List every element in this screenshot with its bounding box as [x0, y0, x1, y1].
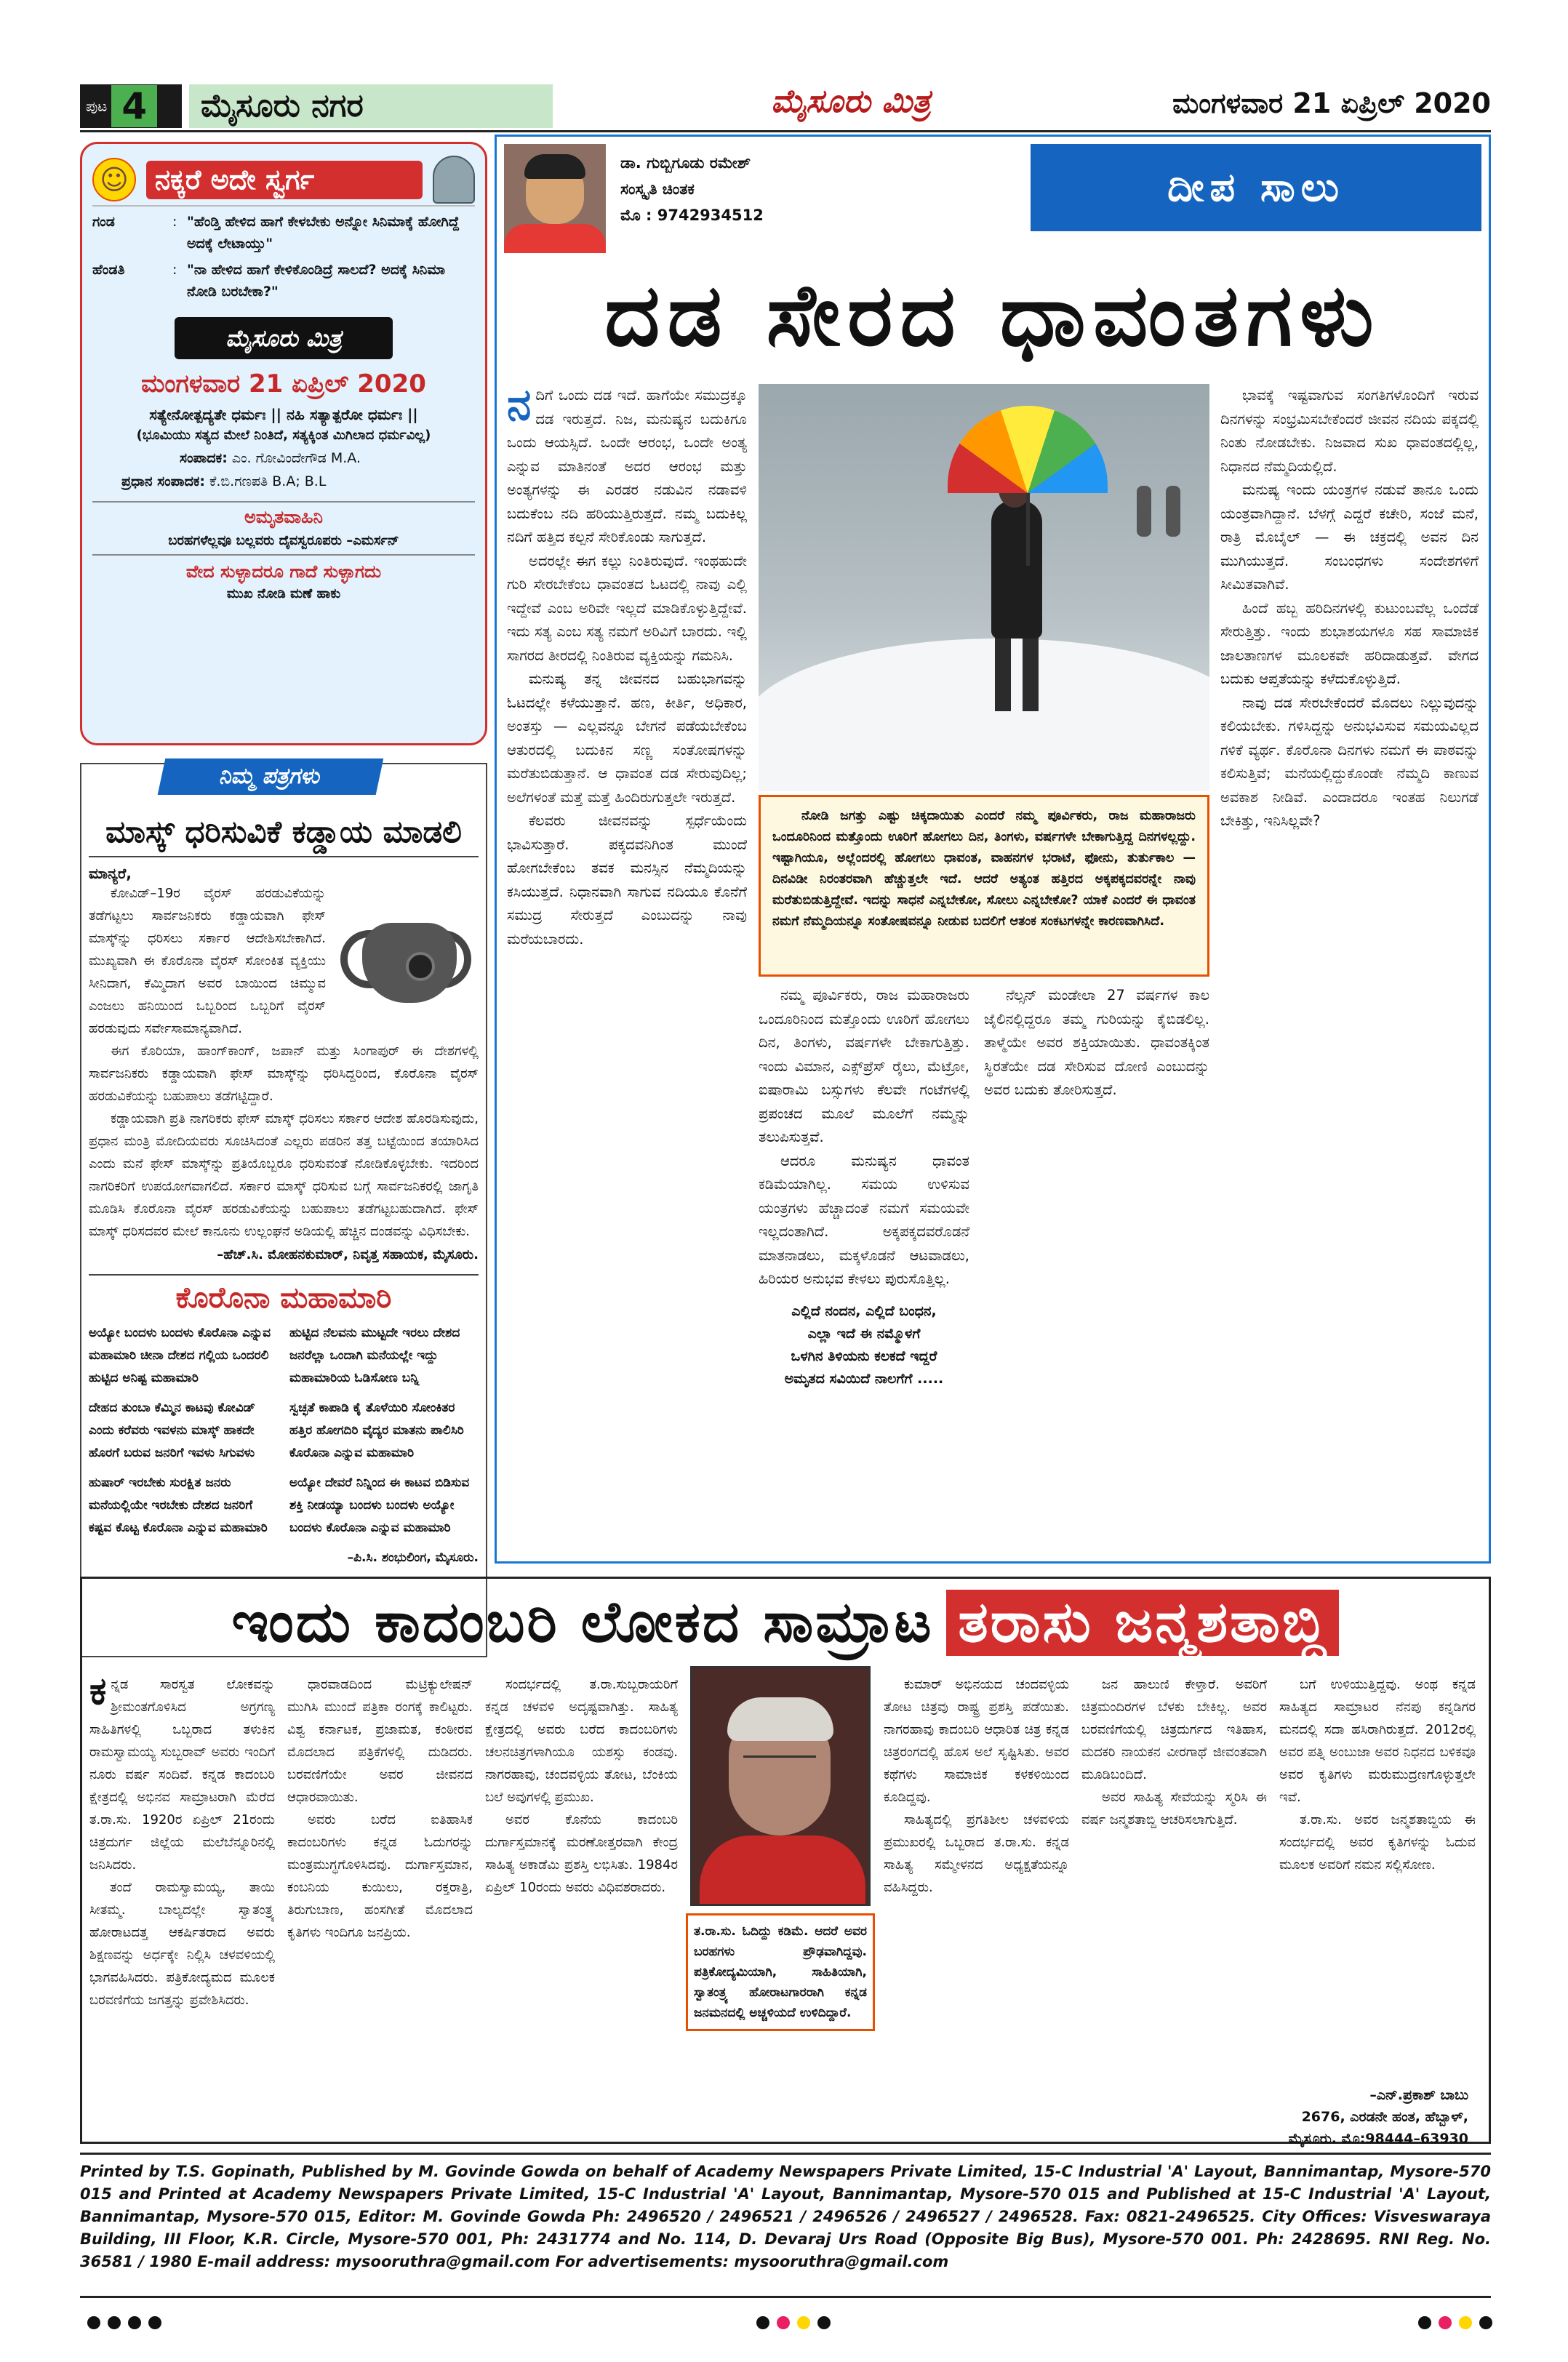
poem-stanza: ಸ್ವಚ್ಛತೆ ಕಾಪಾಡಿ ಕೈ ತೊಳೆಯಿರಿ ಸೋಂಕಿತರ ಹತ್ತಿರ ಹೋಗದಿರಿ ವೈದ್ಯರ ಮಾತನು ಪಾಲಿಸಿರಿ ಕೊರೊನಾ ಎನ್ನುವ ಮಹಾಮಾರಿ	[289, 1401, 464, 1460]
article-column	[759, 984, 969, 1292]
section-title: ಮೈಸೂರು ನಗರ	[189, 84, 553, 128]
letter-signature: –ಹೆಚ್.ಸಿ. ಮೋಹನಕುಮಾರ್, ನಿವೃತ್ತ ಸಹಾಯಕ, ಮೈಸೂರು.	[217, 1247, 479, 1262]
joke-speaker: ಹೆಂಡತಿ	[92, 262, 125, 278]
masthead-logo: ಮೈಸೂರು ಮಿತ್ರ	[771, 83, 931, 120]
registration-dot-icon	[1459, 2316, 1472, 2329]
author-block	[504, 144, 1013, 253]
letter-salutation: ಮಾನ್ಯರೆ,	[89, 865, 132, 882]
page-number: 4	[111, 85, 157, 127]
registration-dot-icon	[1479, 2316, 1492, 2329]
article-paragraph: ಹಿಂದೆ ಹಬ್ಬ ಹರಿದಿನಗಳಲ್ಲಿ ಕುಟುಂಬವೆಲ್ಲ ಒಂದೆಡೆ ಸೇರುತ್ತಿತ್ತು. ಇಂದು ಶುಭಾಶಯಗಳೂ ಸಹ ಸಾಮಾಜಿಕ ಜಾಲತಾಣಗಳ ಮೂಲಕವೇ ಹರಿದಾಡುತ್ತವೆ. ವೇಗದ ಬದುಕು ಆಪ್ತತೆಯನ್ನು ಕಳೆದುಕೊಳ್ಳುತ್ತಿದೆ.	[1220, 599, 1479, 687]
masthead-badge: ಮೈಸೂರು ಮಿತ್ರ	[175, 317, 393, 359]
masthead-note: (ಭೂಮಿಯು ಸತ್ಯದ ಮೇಲೆ ನಿಂತಿದೆ, ಸತ್ಯಕ್ಕಿಂತ ಮಿಗಿಲಾದ ಧರ್ಮವಿಲ್ಲ)	[136, 428, 431, 443]
poem-stanza: ಅಯ್ಯೋ ಬಂದಳು ಬಂದಳು ಕೊರೊನಾ ಎನ್ನುವ ಮಹಾಮಾರಿ ಚೀನಾ ದೇಶದ ಗಲ್ಲಿಯ ಒಂದರಲಿ ಹುಟ್ಟಿದ ಅನಿಷ್ಟ ಮಹಾಮಾರಿ	[89, 1326, 271, 1385]
proverb-title: ವೇದ ಸುಳ್ಳಾದರೂ ಗಾದೆ ಸುಳ್ಳಾಗದು	[185, 561, 382, 582]
pull-quote-text: ನೋಡಿ ಜಗತ್ತು ಎಷ್ಟು ಚಿಕ್ಕದಾಯಿತು ಎಂದರೆ ನಮ್ಮ ಪೂರ್ವಿಕರು, ರಾಜ ಮಹಾರಾಜರು ಒಂದೂರಿನಿಂದ ಮತ್ತೊಂದು ಊರಿಗೆ ಹೋಗಲು ದಿನ, ತಿಂಗಳು, ವರ್ಷಗಳೇ ಬೇಕಾಗುತ್ತಿದ್ದ ದಿನಗಳಲ್ಲದ್ದು. ಇಷ್ಟಾಗಿಯೂ, ಅಲ್ಲೆಂದರಲ್ಲಿ ಹೋಗಲು ಧಾವಂತ, ವಾಹನಗಳ ಭರಾಟೆ, ಫೋನು, ತುರ್ತುಕಾಲ — ದಿನವಿಡೀ ನಿರಂತರವಾಗಿ ಹೆಚ್ಚುತ್ತಲೇ ಇದೆ. ಆದರೆ ಅತ್ಯಂತ ಹತ್ತಿರದ ಅಕ್ಕಪಕ್ಕದವರನ್ನೇ ನಾವು ಮರೆತುಬಿಡುತ್ತಿದ್ದೇವೆ. ಇದನ್ನು ಸಾಧನೆ ಎನ್ನಬೇಕೋ, ಸೋಲು ಎನ್ನಬೇಕೋ? ಯಾಕೆ ಎಂದರೆ ಈ ಧಾವಂತ ನಮಗೆ ನೆಮ್ಮದಿಯನ್ನೂ ಸಂತೋಷವನ್ನೂ ನೀಡುವ ಬದಲಿಗೆ ಆತಂಕ ಸಂಕಟಗಳನ್ನೇ ಕಾರಣವಾಗಿಸಿದೆ.	[772, 809, 1196, 929]
registration-dot-icon	[128, 2316, 141, 2329]
registration-marks	[87, 2316, 161, 2329]
joke-title: ನಕ್ಕರೆ ಅದೇ ಸ್ವರ್ಗ	[146, 161, 423, 199]
article-paragraph: ಬಗೆ ಉಳಿಯುತ್ತಿದ್ದವು. ಅಂಥ ಕನ್ನಡ ಸಾಹಿತ್ಯದ ಸಾಮ್ರಾಟರ ನೆನಪು ಕನ್ನಡಿಗರ ಮನದಲ್ಲಿ ಸದಾ ಹಸಿರಾಗಿರುತ್ತದೆ. 2012ರಲ್ಲಿ ಅವರ ಪತ್ನಿ ಅಂಬುಜಾ ಅವರ ನಿಧನದ ಬಳಿಕವೂ ಅವರ ಕೃತಿಗಳು ಮರುಮುದ್ರಣಗೊಳ್ಳುತ್ತಲೇ ಇವೆ.	[1279, 1677, 1476, 1805]
page-label: ಪುಟ	[86, 97, 108, 115]
poem-columns	[89, 1322, 479, 1569]
letter-paragraph: ಈಗ ಕೊರಿಯಾ, ಹಾಂಗ್‌ಕಾಂಗ್, ಜಪಾನ್ ಮತ್ತು ಸಿಂಗಾಪುರ್ ಈ ದೇಶಗಳಲ್ಲಿ ಸಾರ್ವಜನಿಕರು ಕಡ್ಡಾಯವಾಗಿ ಫೇಸ್ ಮಾಸ್ಕ್‌ನ್ನು ಧರಿಸಿದ್ದರಿಂದ, ಕೊರೊನಾ ವೈರಸ್ ಹರಡುವಿಕೆಯನ್ನು ಬಹುಪಾಲು ತಡೆಗಟ್ಟಿದ್ದಾರೆ.	[89, 1044, 479, 1104]
poem-stanza: ಹುಟ್ಟಿದ ನೆಲವನು ಮುಟ್ಟದೇ ಇರಲು ದೇಶದ ಜನರೆಲ್ಲಾ ಒಂದಾಗಿ ಮನೆಯಲ್ಲೇ ಇದ್ದು ಮಹಾಮಾರಿಯ ಓಡಿಸೋಣ ಬನ್ನಿ	[289, 1326, 460, 1385]
letter-headline: ಮಾಸ್ಕ್ ಧರಿಸುವಿಕೆ ಕಡ್ಡಾಯ ಮಾಡಲಿ	[89, 812, 479, 857]
chief-editor-line	[92, 473, 475, 489]
registration-dot-icon	[797, 2316, 810, 2329]
laughing-face-icon: ☺	[92, 158, 136, 201]
registration-marks	[1418, 2316, 1492, 2329]
article-paragraph: ನಾವು ದಡ ಸೇರಬೇಕೆಂದರೆ ಮೊದಲು ನಿಲ್ಲುವುದನ್ನು ಕಲಿಯಬೇಕು. ಗಳಿಸಿದ್ದನ್ನು ಅನುಭವಿಸುವ ಸಮಯವಿಲ್ಲದ ಗಳಿಕೆ ವ್ಯರ್ಥ. ಕೊರೊನಾ ದಿನಗಳು ನಮಗೆ ಈ ಪಾಠವನ್ನು ಕಲಿಸುತ್ತಿವೆ; ಮನೆಯಲ್ಲಿದ್ದುಕೊಂಡೇ ನೆಮ್ಮದಿ ಕಾಣುವ ಅವಕಾಶ ನೀಡಿವೆ. ಎಂದಾದರೂ ಇಂತಹ ನಿಲುಗಡೆ ಬೇಕಿತ್ತು, ಇನಿಸಿಲ್ಲವೇ?	[1220, 694, 1479, 829]
poem-column	[89, 1322, 278, 1569]
header-date: ಮಂಗಳವಾರ 21 ಏಪ್ರಿಲ್ 2020	[1172, 87, 1491, 119]
article-paragraph: ಅದರಲ್ಲೇ ಈಗ ಕಲ್ಲು ನಿಂತಿರುವುದೆ. ಇಂಥಹುದೇ ಗುರಿ ಸೇರಬೇಕೆಂಬ ಧಾವಂತದ ಓಟದಲ್ಲಿ ನಾವು ಎಲ್ಲಿ ಇದ್ದೇವೆ ಎಂಬ ಅರಿವೇ ಇಲ್ಲದೆ ಮಾಡಿಕೊಳ್ಳುತ್ತಿದ್ದೇವೆ. ಇದು ಸತ್ಯ ಎಂಬ ಸತ್ಯ ನಮಗೆ ಅರಿವಿಗೆ ಬಾರದು. ಇಲ್ಲಿ ಸಾಗರದ ತೀರದಲ್ಲಿ ನಿಂತಿರುವ ವ್ಯಕ್ತಿಯನ್ನು ಗಮನಿಸಿ.	[507, 552, 747, 664]
article-paragraph: ಭಾವಕ್ಕೆ ಇಷ್ಟವಾಗುವ ಸಂಗತಿಗಳೊಂದಿಗೆ ಇರುವ ದಿನಗಳನ್ನು ಸಂಭ್ರಮಿಸಬೇಕೆಂದರೆ ಜೀವನ ನದಿಯ ಪಕ್ಕದಲ್ಲಿ ನಿಂತು ನೋಡಬೇಕು. ನಿಜವಾದ ಸುಖ ಧಾವಂತದಲ್ಲಿಲ್ಲ, ನಿಧಾನದ ನೆಮ್ಮದಿಯಲ್ಲಿದೆ.	[1220, 387, 1479, 475]
article-paragraph: ತಂದೆ ರಾಮಸ್ವಾಮಯ್ಯ, ತಾಯಿ ಸೀತಮ್ಮ. ಬಾಲ್ಯದಲ್ಲೇ ಸ್ವಾತಂತ್ರ್ಯ ಹೋರಾಟದತ್ತ ಆಕರ್ಷಿತರಾದ ಅವರು ಶಿಕ್ಷಣವನ್ನು ಅರ್ಧಕ್ಕೇ ನಿಲ್ಲಿಸಿ ಚಳವಳಿಯಲ್ಲಿ ಭಾಗವಹಿಸಿದರು. ಪತ್ರಿಕೋದ್ಯಮದ ಮೂಲಕ ಬರವಣಿಗೆಯ ಜಗತ್ತನ್ನು ಪ್ರವೇಶಿಸಿದರು.	[89, 1880, 275, 2008]
feature-article	[495, 135, 1491, 1564]
joke-line: ಗಂಡ : "ಹೆಂಡ್ತಿ ಹೇಳಿದ ಹಾಗೆ ಕೇಳಬೇಕು ಅನ್ನೋ ಸಿನಿಮಾಕ್ಕೆ ಹೋಗಿದ್ದೆ ಅದಕ್ಕೆ ಲೇಟಾಯ್ತು"	[92, 211, 475, 255]
poem-stanza: ಅಯ್ಯೋ ದೇವರೆ ನಿನ್ನಿಂದ ಈ ಕಾಟವ ಬಿಡಿಸುವ ಶಕ್ತಿ ನೀಡಯ್ಯಾ ಬಂದಳು ಬಂದಳು ಅಯ್ಯೋ ಬಂದಳು ಕೊರೊನಾ ಎನ್ನುವ ಮಹಾಮಾರಿ	[289, 1476, 470, 1535]
article-paragraph: ಮನುಷ್ಯ ತನ್ನ ಜೀವನದ ಬಹುಭಾಗವನ್ನು ಓಟದಲ್ಲೇ ಕಳೆಯುತ್ತಾನೆ. ಹಣ, ಕೀರ್ತಿ, ಅಧಿಕಾರ, ಅಂತಸ್ತು — ಎಲ್ಲವನ್ನೂ ಬೇಗನೆ ಪಡೆಯಬೇಕೆಂಬ ಆತುರದಲ್ಲಿ ಬದುಕಿನ ಸಣ್ಣ ಸಂತೋಷಗಳನ್ನು ಮರೆತುಬಿಡುತ್ತಾನೆ. ಆ ಧಾವಂತ ದಡ ಸೇರುವುದಿಲ್ಲ; ಅಲೆಗಳಂತೆ ಮತ್ತೆ ಮತ್ತೆ ಹಿಂದಿರುಗುತ್ತಲೇ ಇರುತ್ತದೆ.	[507, 670, 747, 806]
registration-dot-icon	[756, 2316, 769, 2329]
registration-dot-icon	[148, 2316, 161, 2329]
registration-marks	[756, 2316, 831, 2329]
article-column	[287, 1673, 473, 1944]
signature-name: –ಎನ್.ಪ್ರಕಾಶ್ ಬಾಬು	[1369, 2087, 1468, 2103]
author-role: ಸಂಸ್ಕೃತಿ ಚಿಂತಕ	[620, 180, 695, 198]
umbrella-icon	[948, 406, 1108, 493]
letters-section	[80, 763, 487, 1657]
chief-editor-label: ಪ್ರಧಾನ ಸಂಪಾದಕ:	[121, 473, 205, 489]
umbrella-beach-photo	[759, 384, 1209, 791]
article-column	[485, 1673, 678, 1899]
article-paragraph: ಧಾರವಾಡದಿಂದ ಮೆಟ್ರಿಕ್ಯುಲೇಷನ್ ಮುಗಿಸಿ ಮುಂದೆ ಪತ್ರಿಕಾ ರಂಗಕ್ಕೆ ಕಾಲಿಟ್ಟರು. ವಿಶ್ವ ಕರ್ನಾಟಕ, ಪ್ರಜಾಮತ, ಕಂಠೀರವ ಮೊದಲಾದ ಪತ್ರಿಕೆಗಳಲ್ಲಿ ದುಡಿದರು. ಬರವಣಿಗೆಯೇ ಅವರ ಜೀವನದ ಆಧಾರವಾಯಿತು.	[287, 1677, 473, 1805]
registration-dot-icon	[108, 2316, 121, 2329]
editor-label: ಸಂಪಾದಕ:	[180, 450, 228, 466]
proverb-text: ಮುಖ ನೋಡಿ ಮಣೆ ಹಾಕು	[226, 586, 341, 601]
article-paragraph: ಸಂದರ್ಭದಲ್ಲಿ ತ.ರಾ.ಸುಬ್ಬರಾಯರಿಗೆ ಕನ್ನಡ ಚಳವಳಿ ಅದೃಷ್ಟವಾಗಿತ್ತು. ಸಾಹಿತ್ಯ ಕ್ಷೇತ್ರದಲ್ಲಿ ಅವರು ಬರೆದ ಕಾದಂಬರಿಗಳು ಚಲನಚಿತ್ರಗಳಾಗಿಯೂ ಯಶಸ್ಸು ಕಂಡವು. ನಾಗರಹಾವು, ಚಂದವಳ್ಳಿಯ ತೋಟ, ಬೆಂಕಿಯ ಬಲೆ ಅವುಗಳಲ್ಲಿ ಪ್ರಮುಖ.	[485, 1677, 678, 1805]
imprint-line: Printed by T.S. Gopinath, Published by M. Govinde Gowda on behalf of Academy Newspapers Private Limited, 15-C Industrial 'A' Layout, Bannimantap, Mysore-570 015 and Printed at Academy Newspapers Private Limited, 15-C Industrial 'A' Layout, Bannimantap, Mysore-570 015 and Published at 15-C Industrial 'A' Layout, Bannimantap, Mysore-570 015, Editor: M. Govinde Gowda Ph: 2496520 / 2496521 / 2496526 / 2496527 / 2496528. Fax: 0821-2496525. City Offices: Visveswaraya Building, III Floor, K.R. Circle, Mysore-570 001, Ph: 2431774 and No. 114, D. Devaraj Urs Road (Opposite Big Bus), Mysore-570 001. Ph: 2428695. RNI Reg. No. 36581 / 1980 E-mail address: mysooruthra@gmail.com For advertisements: mysooruthra@gmail.com	[80, 2153, 1491, 2298]
author-info	[620, 150, 764, 228]
article-paragraph: ಅವರು ಬರೆದ ಐತಿಹಾಸಿಕ ಕಾದಂಬರಿಗಳು ಕನ್ನಡ ಓದುಗರನ್ನು ಮಂತ್ರಮುಗ್ಧಗೊಳಿಸಿದವು. ದುರ್ಗಾಸ್ತಮಾನ, ಕಂಬನಿಯ ಕುಯಿಲು, ರಕ್ತರಾತ್ರಿ, ತಿರುಗುಬಾಣ, ಹಂಸಗೀತೆ ಮೊದಲಾದ ಕೃತಿಗಳು ಇಂದಿಗೂ ಜನಪ್ರಿಯ.	[287, 1812, 473, 1940]
tarasu-headline	[82, 1579, 1489, 1666]
joke-speaker: ಗಂಡ	[92, 214, 115, 230]
joke-line: ಹೆಂಡತಿ : "ನಾ ಹೇಳಿದ ಹಾಗೆ ಕೇಳಿಕೊಂಡಿದ್ರೆ ಸಾಲದೆ? ಅದಕ್ಕೆ ಸಿನಿಮಾ ನೋಡಿ ಬರಬೇಕಾ?"	[92, 259, 475, 303]
quote-title: ಅಮೃತವಾಹಿನಿ	[92, 501, 475, 527]
tarasu-columns	[89, 1670, 1483, 2147]
article-signature	[1250, 2084, 1468, 2150]
author-photo	[504, 144, 606, 253]
pull-quote	[759, 795, 1209, 977]
article-column	[984, 984, 1209, 1102]
article-paragraph: ನೆಲ್ಸನ್ ಮಂಡೇಲಾ 27 ವರ್ಷಗಳ ಕಾಲ ಜೈಲಿನಲ್ಲಿದ್ದರೂ ತಮ್ಮ ಗುರಿಯನ್ನು ಕೈಬಿಡಲಿಲ್ಲ. ತಾಳ್ಮೆಯೇ ಅವರ ಶಕ್ತಿಯಾಯಿತು. ಧಾವಂತಕ್ಕಿಂತ ಸ್ಥಿರತೆಯೇ ದಡ ಸೇರಿಸುವ ದೋಣಿ ಎಂಬುದನ್ನು ಅವರ ಬದುಕು ತೋರಿಸುತ್ತದೆ.	[984, 987, 1209, 1098]
joke-text: "ನಾ ಹೇಳಿದ ಹಾಗೆ ಕೇಳಿಕೊಂಡಿದ್ರೆ ಸಾಲದೆ? ಅದಕ್ಕೆ ಸಿನಿಮಾ ನೋಡಿ ಬರಬೇಕಾ?"	[187, 262, 446, 300]
article-paragraph: ಮನುಷ್ಯ ಇಂದು ಯಂತ್ರಗಳ ನಡುವೆ ತಾನೂ ಒಂದು ಯಂತ್ರವಾಗಿದ್ದಾನೆ. ಬೆಳಗ್ಗೆ ಎದ್ದರೆ ಕಚೇರಿ, ಸಂಜೆ ಮನೆ, ರಾತ್ರಿ ಮೊಬೈಲ್ — ಈ ಚಕ್ರದಲ್ಲಿ ಅವನ ದಿನ ಮುಗಿಯುತ್ತದೆ. ಸಂಬಂಧಗಳು ಸಂದೇಶಗಳಿಗೆ ಸೀಮಿತವಾಗಿವೆ.	[1220, 481, 1479, 593]
column-banner: ದೀಪ ಸಾಲು	[1031, 144, 1481, 231]
page-header	[80, 80, 1491, 132]
face-mask-image	[333, 886, 479, 1032]
article-paragraph: ಕೆಲವರು ಜೀವನವನ್ನು ಸ್ಪರ್ಧೆಯೆಂದು ಭಾವಿಸುತ್ತಾರೆ. ಪಕ್ಕದವನಿಗಿಂತ ಮುಂದೆ ಹೋಗಬೇಕೆಂಬ ತವಕ ಮನಸ್ಸಿನ ನೆಮ್ಮದಿಯನ್ನು ಕಸಿಯುತ್ತದೆ. ನಿಧಾನವಾಗಿ ಸಾಗುವ ನದಿಯೂ ಕೊನೆಗೆ ಸಮುದ್ರ ಸೇರುತ್ತದೆ ಎಂಬುದನ್ನು ನಾವು ಮರೆಯಬಾರದು.	[507, 812, 747, 948]
left-column	[80, 142, 487, 1657]
registration-dot-icon	[87, 2316, 100, 2329]
masthead-date: ಮಂಗಳವಾರ 21 ಏಪ್ರಿಲ್ 2020	[141, 369, 426, 399]
photo-caption: ತ.ರಾ.ಸು. ಓದಿದ್ದು ಕಡಿಮೆ. ಆದರೆ ಅವರ ಬರಹಗಳು ಪ್ರೌಢವಾಗಿದ್ದವು. ಪತ್ರಿಕೋದ್ಯಮಿಯಾಗಿ, ಸಾಹಿತಿಯಾಗಿ, ಸ್ವಾತಂತ್ರ್ಯ ಹೋರಾಟಗಾರರಾಗಿ ಕನ್ನಡ ಜನಮನದಲ್ಲಿ ಅಚ್ಚಳಿಯದೆ ಉಳಿದಿದ್ದಾರೆ.	[686, 1913, 875, 2031]
author-phone: ಮೊ : 9742934512	[620, 207, 764, 224]
registration-dot-icon	[1418, 2316, 1431, 2329]
registration-dot-icon	[1439, 2316, 1452, 2329]
poem-stanza: ಹುಷಾರ್ ಇರಬೇಕು ಸುರಕ್ಷಿತ ಜನರು ಮನೆಯಲ್ಲಿಯೇ ಇರಬೇಕು ದೇಶದ ಜನರಿಗೆ ಕಷ್ಟವ ಕೊಟ್ಟ ಕೊರೊನಾ ಎನ್ನುವ ಮಹಾಮಾರಿ	[89, 1476, 268, 1535]
author-name: ಡಾ. ಗುಬ್ಬಿಗೂಡು ರಮೇಶ್	[620, 154, 751, 172]
article-paragraph: ತ.ರಾ.ಸು. ಅವರ ಜನ್ಮಶತಾಬ್ದಿಯ ಈ ಸಂದರ್ಭದಲ್ಲಿ ಅವರ ಕೃತಿಗಳನ್ನು ಓದುವ ಮೂಲಕ ಅವರಿಗೆ ನಮನ ಸಲ್ಲಿಸೋಣ.	[1279, 1812, 1476, 1873]
joke-text: "ಹೆಂಡ್ತಿ ಹೇಳಿದ ಹಾಗೆ ಕೇಳಬೇಕು ಅನ್ನೋ ಸಿನಿಮಾಕ್ಕೆ ಹೋಗಿದ್ದೆ ಅದಕ್ಕೆ ಲೇಟಾಯ್ತು"	[187, 214, 460, 252]
letters-tab: ನಿಮ್ಮ ಪತ್ರಗಳು	[158, 758, 384, 795]
article-paragraph: ನದಿಗೆ ಒಂದು ದಡ ಇದೆ. ಹಾಗೆಯೇ ಸಮುದ್ರಕ್ಕೂ ದಡ ಇರುತ್ತದೆ. ನಿಜ, ಮನುಷ್ಯನ ಬದುಕಿಗೂ ಒಂದು ಆಯಸ್ಸಿದೆ. ಒಂದೇ ಆರಂಭ, ಒಂದೇ ಅಂತ್ಯ ಎನ್ನುವ ಮಾತಿನಂತೆ ಅದರ ಆರಂಭ ಮತ್ತು ಅಂತ್ಯಗಳನ್ನು ಈ ಎರಡರ ನಡುವಿನ ನಡಾವಳಿ ಬದುಕೆಂಬ ನದಿ ಹರಿಯುತ್ತಿರುತ್ತದೆ. ನಮ್ಮ ಬದುಕಿಲ್ಲ ನದಿಗೆ ಹತ್ತಿದ ಕಲ್ಪನೆ ಸೇರಿಕೊಂಡು ಸಾಗುತ್ತದೆ.	[507, 380, 747, 545]
quote-text: ಬರಹಗಳೆಲ್ಲವೂ ಬಲ್ಲವರು ದೈವಸ್ವರೂಪರು –ಎಮರ್ಸನ್	[92, 533, 475, 556]
registration-dot-icon	[777, 2316, 790, 2329]
article-paragraph: ನಮ್ಮ ಪೂರ್ವಿಕರು, ರಾಜ ಮಹಾರಾಜರು ಒಂದೂರಿನಿಂದ ಮತ್ತೊಂದು ಊರಿಗೆ ಹೋಗಲು ದಿನ, ತಿಂಗಳು, ವರ್ಷಗಳೇ ಬೇಕಾಗುತ್ತಿತ್ತು. ಇಂದು ವಿಮಾನ, ಎಕ್ಸ್‌ಪ್ರೆಸ್ ರೈಲು, ಮೆಟ್ರೋ, ಐಷಾರಾಮಿ ಬಸ್ಸುಗಳು ಕೆಲವೇ ಗಂಟೆಗಳಲ್ಲಿ ಪ್ರಪಂಚದ ಮೂಲೆ ಮೂಲೆಗೆ ನಮ್ಮನ್ನು ತಲುಪಿಸುತ್ತವೆ.	[759, 987, 969, 1145]
headline-red: ತರಾಸು ಜನ್ಮಶತಾಬ್ದಿ	[946, 1590, 1339, 1656]
article-column	[89, 1670, 275, 2011]
headline-black: ಇಂದು ಕಾದಂಬರಿ ಲೋಕದ ಸಾಮ್ರಾಟ	[231, 1589, 934, 1655]
registration-dot-icon	[817, 2316, 831, 2329]
drop-cap: ನ	[507, 380, 532, 431]
article-paragraph: ಸಾಹಿತ್ಯದಲ್ಲಿ ಪ್ರಗತಿಶೀಲ ಚಳವಳಿಯ ಪ್ರಮುಖರಲ್ಲಿ ಒಬ್ಬರಾದ ತ.ರಾ.ಸು. ಕನ್ನಡ ಸಾಹಿತ್ಯ ಸಮ್ಮೇಳನದ ಅಧ್ಯಕ್ಷತೆಯನ್ನೂ ವಹಿಸಿದ್ದರು.	[884, 1812, 1069, 1895]
poem-stanza: ದೇಹದ ತುಂಬಾ ಕೆಮ್ಮಿನ ಕಾಟವು ಕೋವಿಡ್ ಎಂದು ಕರೆವರು ಇವಳನು ಮಾಸ್ಕ್ ಹಾಕದೇ ಹೊರಗೆ ಬರುವ ಜನರಿಗೆ ಇವಳು ಸಿಗುವಳು	[89, 1401, 255, 1460]
tarasu-portrait	[690, 1666, 871, 1906]
letter-paragraph: ಕಡ್ಡಾಯವಾಗಿ ಪ್ರತಿ ನಾಗರಿಕರು ಫೇಸ್ ಮಾಸ್ಕ್ ಧರಿಸಲು ಸರ್ಕಾರ ಆದೇಶ ಹೊರಡಿಸುವುದು, ಪ್ರಧಾನ ಮಂತ್ರಿ ಮೋದಿಯವರು ಸೂಚಿಸಿದಂತೆ ಎಲ್ಲರು ಪಡರಿನ ತತ್ತ ಬಟ್ಟೆಯಿಂದ ತಯಾರಿಸಿದ ಎಂದು ಮನೆ ಫೇಸ್ ಮಾಸ್ಕ್‌ನ್ನು ಪ್ರತಿಯೊಬ್ಬರೂ ಧರಿಸುವಂತೆ ನೋಡಿಕೊಳ್ಳಬೇಕು. ಇದರಿಂದ ನಾಗರಿಕರಿಗೆ ಉಪಯೋಗವಾಗಲಿದೆ. ಸರ್ಕಾರ ಮಾಸ್ಕ್ ಧರಿಸುವ ಬಗ್ಗೆ ಸಾರ್ವಜನಿಕರಲ್ಲಿ ಜಾಗೃತಿ ಮೂಡಿಸಿ ಕೊರೊನಾ ವೈರಸ್ ಹರಡುವಿಕೆಯನ್ನು ಬಹುಪಾಲು ತಡೆಗಟ್ಟಬಹುದಾಗಿದೆ. ಫೇಸ್ ಮಾಸ್ಕ್ ಧರಿಸದವರ ಮೇಲೆ ಕಾನೂನು ಉಲ್ಲಂಘನೆ ಅಡಿಯಲ್ಲಿ ಹೆಚ್ಚಿನ ದಂಡವನ್ನು ವಿಧಿಸಬೇಕು.	[89, 1111, 479, 1239]
article-column	[1220, 384, 1479, 833]
letter-paragraph: ಕೋವಿಡ್–19ರ ವೈರಸ್ ಹರಡುವಿಕೆಯನ್ನು ತಡೆಗಟ್ಟಲು ಸಾರ್ವಜನಿಕರು ಕಡ್ಡಾಯವಾಗಿ ಫೇಸ್ ಮಾಸ್ಕ್‌ನ್ನು ಧರಿಸಲು ಸರ್ಕಾರ ಆದೇಶಿಸಬೇಕಾಗಿದೆ. ಮುಖ್ಯವಾಗಿ ಈ ಕೊರೊನಾ ವೈರಸ್ ಸೋಂಕಿತ ವ್ಯಕ್ತಿಯು ಸೀನಿದಾಗ, ಕೆಮ್ಮಿದಾಗ ಅವರ ಬಾಯಿಂದ ಚಿಮ್ಮುವ ಎಂಜಲು ಹನಿಯಿಂದ ಒಬ್ಬರಿಂದ ಒಬ್ಬರಿಗೆ ವೈರಸ್ ಹರಡುವುದು ಸರ್ವೇಸಾಮಾನ್ಯವಾಗಿದೆ.	[89, 886, 326, 1036]
masthead-slogan: ಸತ್ಯೇನೋತ್ಪದ್ಯತೇ ಧರ್ಮಃ || ನಹಿ ಸತ್ಯಾತ್ಪರೋ ಧರ್ಮಃ ||	[149, 406, 418, 423]
joke-title-bar	[92, 154, 475, 207]
article-column	[1081, 1673, 1267, 1831]
article-paragraph: ಅವರ ಸಾಹಿತ್ಯ ಸೇವೆಯನ್ನು ಸ್ಮರಿಸಿ ಈ ವರ್ಷ ಜನ್ಮಶತಾಬ್ದಿ ಆಚರಿಸಲಾಗುತ್ತಿದೆ.	[1081, 1790, 1267, 1827]
article-paragraph: ಕನ್ನಡ ಸಾರಸ್ವತ ಲೋಕವನ್ನು ಶ್ರೀಮಂತಗೊಳಿಸಿದ ಅಗ್ರಗಣ್ಯ ಸಾಹಿತಿಗಳಲ್ಲಿ ಒಬ್ಬರಾದ ತಳುಕಿನ ರಾಮಸ್ವಾಮಯ್ಯ ಸುಬ್ಬರಾವ್ ಅವರು ಇಂದಿಗೆ ನೂರು ವರ್ಷ ಸಂದಿವೆ. ಕನ್ನಡ ಕಾದಂಬರಿ ಕ್ಷೇತ್ರದಲ್ಲಿ ಅಭಿನವ ಸಾಮ್ರಾಟರಾಗಿ ಮೆರೆದ ತ.ರಾ.ಸು. 1920ರ ಏಪ್ರಿಲ್ 21ರಂದು ಚಿತ್ರದುರ್ಗ ಜಿಲ್ಲೆಯ ಮಲೆಬೆನ್ನೂರಿನಲ್ಲಿ ಜನಿಸಿದರು.	[89, 1670, 275, 1873]
article-paragraph: ಅವರ ಕೊನೆಯ ಕಾದಂಬರಿ ದುರ್ಗಾಸ್ತಮಾನಕ್ಕೆ ಮರಣೋತ್ತರವಾಗಿ ಕೇಂದ್ರ ಸಾಹಿತ್ಯ ಅಕಾಡೆಮಿ ಪ್ರಶಸ್ತಿ ಲಭಿಸಿತು. 1984ರ ಏಪ್ರಿಲ್ 10ರಂದು ಅವರು ವಿಧಿವಶರಾದರು.	[485, 1812, 678, 1895]
article-column	[1279, 1673, 1476, 1876]
tarasu-article	[80, 1577, 1491, 2147]
joke-box	[80, 142, 487, 745]
article-paragraph: ಜನ ಹಾಲುಣಿ ಕೇಳ್ತಾರೆ. ಅವರಿಗೆ ಚಿತ್ರಮಂದಿರಗಳ ಬೆಳಕು ಬೇಕಿಲ್ಲ. ಅವರ ಬರವಣಿಗೆಯಲ್ಲಿ ಚಿತ್ರದುರ್ಗದ ಇತಿಹಾಸ, ಮದಕರಿ ನಾಯಕನ ವೀರಗಾಥೆ ಜೀವಂತವಾಗಿ ಮೂಡಿಬಂದಿದೆ.	[1081, 1677, 1267, 1782]
article-column	[884, 1673, 1069, 1899]
letter-body	[89, 882, 479, 1243]
page-number-badge	[80, 84, 182, 128]
poem-column	[289, 1322, 479, 1569]
editor-name: ಎಂ. ಗೋವಿಂದೇಗೌಡ M.A.	[231, 450, 361, 466]
editor-line	[92, 450, 475, 466]
chief-editor-name: ಕೆ.ಬಿ.ಗಣಪತಿ B.A; B.L	[209, 473, 327, 489]
poem-title: ಕೊರೊನಾ ಮಹಾಮಾರಿ	[89, 1274, 479, 1315]
signature-address: 2676, ಎರಡನೇ ಹಂತ, ಹೆಬ್ಬಾಳ್, ಮೈಸೂರು. ಮೊ:98444–63930	[1288, 2109, 1468, 2147]
cartoon-character-icon	[433, 156, 475, 204]
inline-poem: ಎಲ್ಲಿದೆ ನಂದನ, ಎಲ್ಲಿದೆ ಬಂಧನ, ಎಲ್ಲಾ ಇದೆ ಈ ನಮ್ಮೊಳಗೆ ಒಳಗಿನ ತಿಳಿಯನು ಕಲಕದೆ ಇದ್ದರೆ ಅಮೃತದ ಸವಿಯಿದೆ ನಾಲಗೆಗೆ .....	[784, 1303, 944, 1387]
article-paragraph: ಕುಮಾರ್ ಅಭಿನಯದ ಚಂದವಳ್ಳಿಯ ತೋಟ ಚಿತ್ರವು ರಾಷ್ಟ್ರ ಪ್ರಶಸ್ತಿ ಪಡೆಯಿತು. ನಾಗರಹಾವು ಕಾದಂಬರಿ ಆಧಾರಿತ ಚಿತ್ರ ಕನ್ನಡ ಚಿತ್ರರಂಗದಲ್ಲಿ ಹೊಸ ಅಲೆ ಸೃಷ್ಟಿಸಿತು. ಅವರ ಕಥೆಗಳು ಸಾಮಾಜಿಕ ಕಳಕಳಿಯಿಂದ ಕೂಡಿದ್ದವು.	[884, 1677, 1069, 1805]
article-headline: ದಡ ಸೇರದ ಧಾವಂತಗಳು	[604, 265, 1381, 365]
drop-cap: ಕ	[89, 1670, 107, 1713]
article-paragraph: ಆದರೂ ಮನುಷ್ಯನ ಧಾವಂತ ಕಡಿಮೆಯಾಗಿಲ್ಲ. ಸಮಯ ಉಳಿಸುವ ಯಂತ್ರಗಳು ಹೆಚ್ಚಾದಂತೆ ನಮಗೆ ಸಮಯವೇ ಇಲ್ಲದಂತಾಗಿದೆ. ಅಕ್ಕಪಕ್ಕದವರೊಡನೆ ಮಾತನಾಡಲು, ಮಕ್ಕಳೊಡನೆ ಆಟವಾಡಲು, ಹಿರಿಯರ ಅನುಭವ ಕೇಳಲು ಪುರುಸೊತ್ತಿಲ್ಲ.	[759, 1152, 969, 1287]
article-column	[507, 380, 747, 951]
poem-signature: –ಪಿ.ಸಿ. ಶಂಭುಲಿಂಗ, ಮೈಸೂರು.	[347, 1550, 479, 1565]
